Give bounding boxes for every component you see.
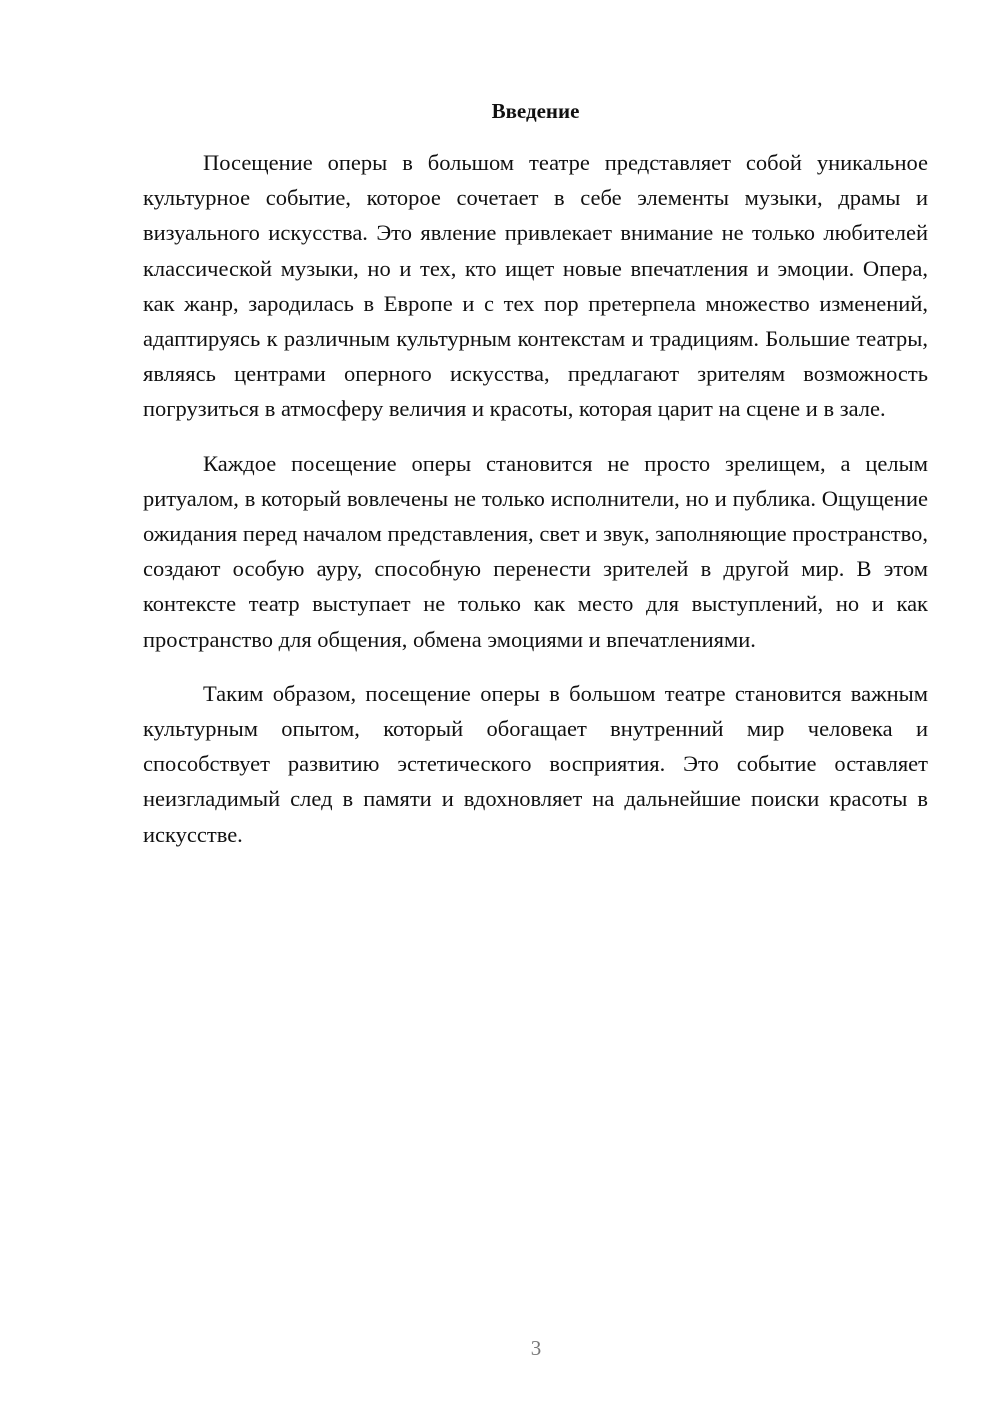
paragraph-3: Таким образом, посещение оперы в большом театре становится важным культурным опытом, который обогащает внутренний мир человека и способствует развитию эстетического восприятия. Это событие оставляет неизгладимый след в памяти и вдохновляет на дальнейшие поиски красоты в искусстве.: [143, 680, 928, 847]
paragraph-2: Каждое посещение оперы становится не просто зрелищем, а целым ритуалом, в который вовлечены не только исполнители, но и публика. Ощущение ожидания перед началом представления, свет и звук, заполняющие пространство, создают особую ауру, способную перенести зрителей в другой мир. В этом контексте театр выступает не только как место для выступлений, но и как пространство для общения, обмена эмоциями и впечатлениями.: [143, 450, 928, 652]
paragraph-1: Посещение оперы в большом театре представляет собой уникальное культурное событие, которое сочетает в себе элементы музыки, драмы и визуального искусства. Это явление привлекает внимание не только любителей классической музыки, но и тех, кто ищет новые впечатления и эмоции. Опера, как жанр, зародилась в Европе и с тех пор претерпела множество изменений, адаптируясь к различным культурным контекстам и традициям. Большие театры, являясь центрами оперного искусства, предлагают зрителям возможность погрузиться в атмосферу величия и красоты, которая царит на сцене и в зале.: [143, 150, 928, 422]
page-content: [143, 94, 928, 852]
page-number: 3: [530, 1336, 542, 1360]
section-title: Введение: [491, 99, 580, 123]
